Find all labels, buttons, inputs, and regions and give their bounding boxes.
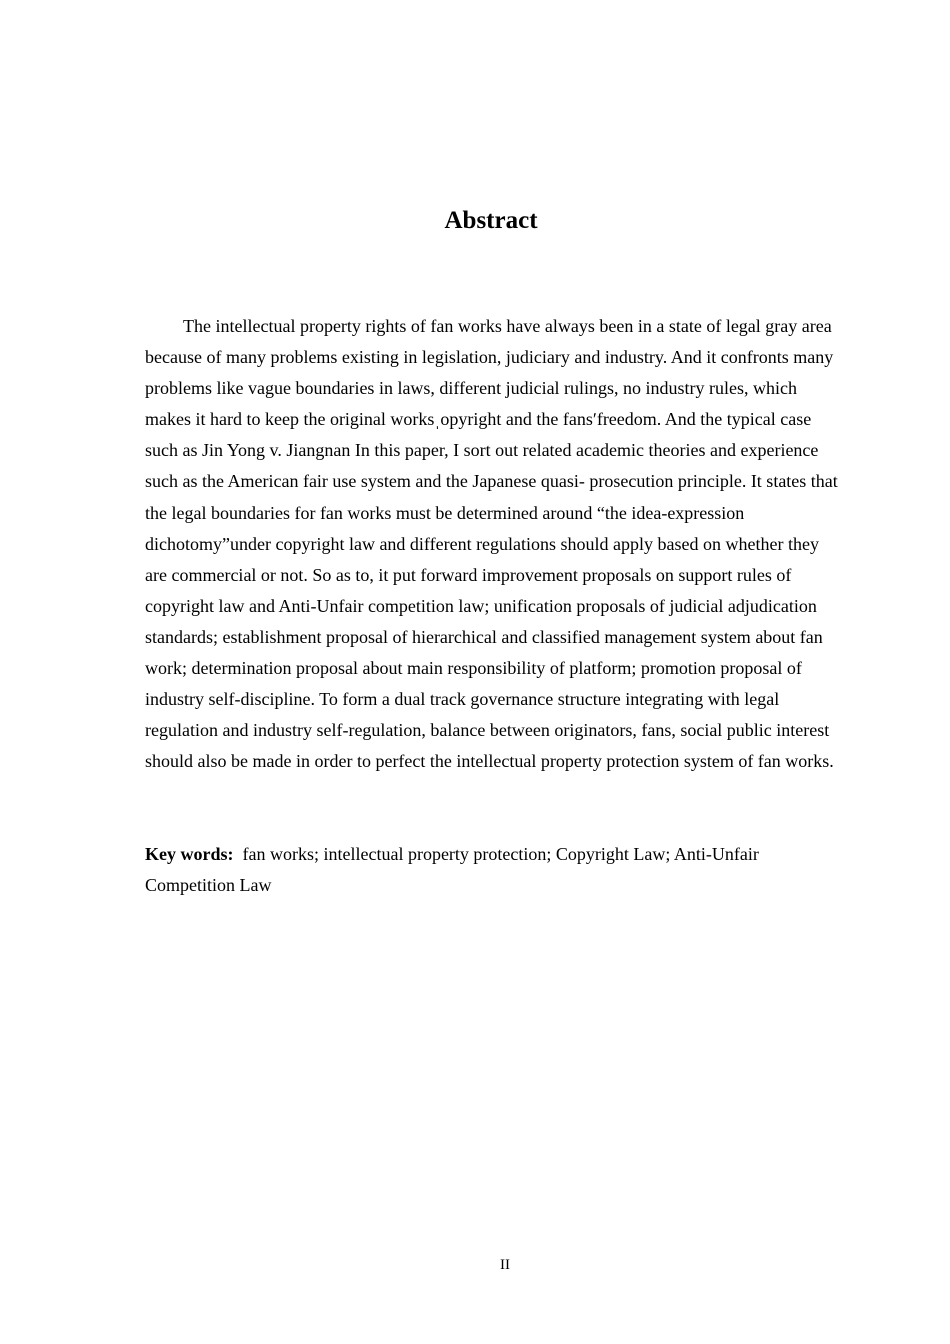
page-number: II bbox=[500, 1257, 510, 1273]
keywords-label: Key words: bbox=[145, 844, 234, 864]
abstract-title: Abstract bbox=[444, 207, 538, 234]
keywords-line bbox=[145, 839, 840, 901]
keywords-text: fan works; intellectual property protection; Copyright Law; Anti-Unfair Competition Law bbox=[145, 844, 759, 895]
abstract-body: The intellectual property rights of fan works have always been in a state of legal gray area because of many problems existing in legislation, judiciary and industry. And it confronts many problems like vague boundaries in laws, different judicial rulings, no industry rules, which makes it hard to keep the original worksˌopyright and the fansʹfreedom. And the typical case such as Jin Yong v. Jiangnan In this paper, I sort out related academic theories and experience such as the American fair use system and the Japanese quasi- prosecution principle. It states that the legal boundaries for fan works must be determined around “the idea-expression dichotomy”under copyright law and different regulations should apply based on whether they are commercial or not. So as to, it put forward improvement proposals on support rules of copyright law and Anti-Unfair competition law; unification proposals of judicial adjudication standards; establishment proposal of hierarchical and classified management system about fan work; determination proposal about main responsibility of platform; promotion proposal of industry self-discipline. To form a dual track governance structure integrating with legal regulation and industry self-regulation, balance between originators, fans, social public interest should also be made in order to perfect the intellectual property protection system of fan works. bbox=[145, 316, 838, 772]
